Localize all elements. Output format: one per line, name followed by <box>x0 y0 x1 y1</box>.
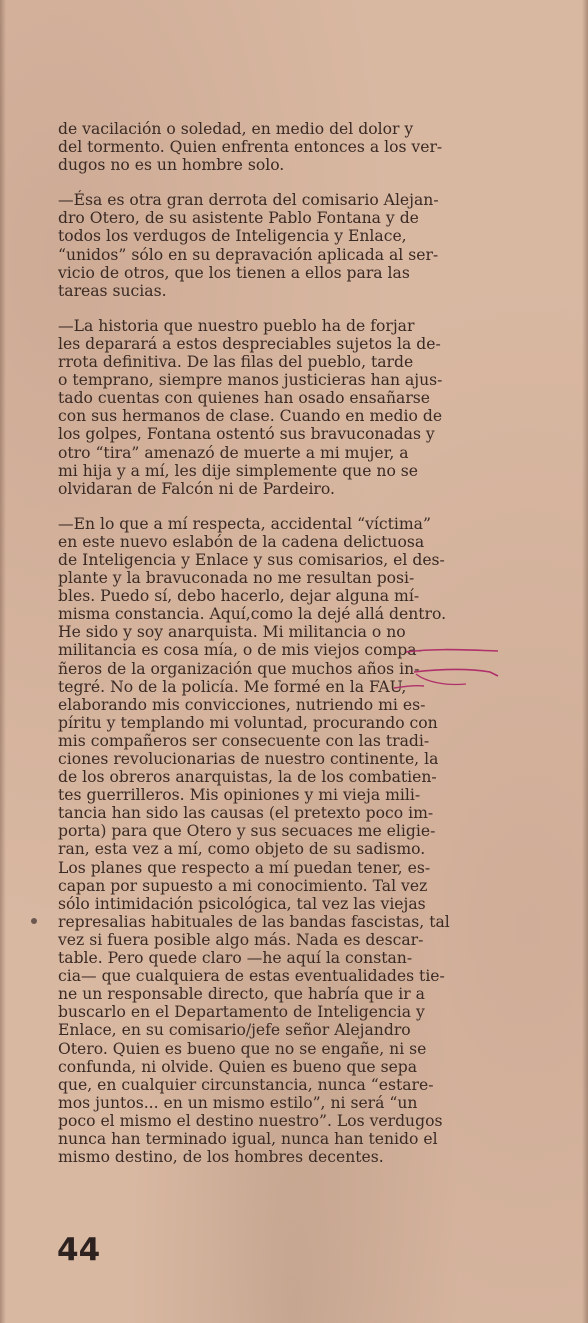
handwritten-underline-annotation <box>386 642 536 702</box>
paragraph-3: —La historia que nuestro pueblo ha de forjar les deparará a estos despreciables sujetos la de- rrota definitiva. De las filas del pueblo, tarde o temprano, siempre manos justicieras han ajus- tado cuentas con quienes han osado ensañarse con sus hermanos de clase. Cuando en medio de los golpes, Fontana ostentó sus bravuconadas y otro “tira” amenazó de muerte a mi mujer, a mi hija y a mí, les dije simplemente que no se olvidaran de Falcón ni de Pardeiro. <box>58 316 443 498</box>
margin-mark <box>31 918 37 924</box>
paragraph-1: de vacilación o soledad, en medio del dolor y del tormento. Quien enfrenta entonces a los ver- dugos no es un hombre solo. <box>58 120 443 175</box>
page-edge-right <box>582 0 588 1323</box>
paragraph-2: —Ésa es otra gran derrota del comisario Alejan- dro Otero, de su asistente Pablo Fontana y de todos los verdugos de Inteligencia y Enlace, “unidos” sólo en su depravación aplicada al ser- vicio de otros, que los tienen a ellos para las tareas sucias. <box>58 191 439 300</box>
page-number: 44 <box>57 1232 101 1268</box>
paragraph-4: —En lo que a mí respecta, accidental “víctima” en este nuevo eslabón de la cadena delictuosa de Inteligencia y Enlace y sus comisarios, el des- plante y la bravuconada no me resultan posi- bles. Puedo sí, debo hacerlo, dejar alguna mí- misma constancia. Aquí,como la dejé allá dentro. He sido y soy anarquista. Mi militancia o no militancia es cosa mía, o de mis viejos compa- ñeros de la organización que muchos años in- tegré. No de la policía. Me formé en la FAU, elaborando mis convicciones, nutriendo mi es- píritu y templando mi voluntad, procurando con mis compañeros ser consecuente con las tradi- ciones revolucionarias de nuestro continente, la de los obreros anarquistas, la de los combatien- tes guerrilleros. Mis opiniones y mi vieja mili- tancia han sido las causas (el pretexto poco im- porta) para que Otero y sus secuaces me eligie- ran, esta vez a mí, como objeto de su sadismo. Los planes que respecto a mí puedan tener, es- capan por supuesto a mi conocimiento. Tal vez sólo intimidación psicológica, tal vez las viejas represalias habituales de las bandas fascistas, tal vez si fuera posible algo más. Nada es descar- table. Pero quede claro —he aquí la constan- cia— que cualquiera de estas eventualidades tie- ne un responsable directo, que habría que ir a buscarlo en el Departamento de Inteligencia y Enlace, en su comisario/jefe señor Alejandro Otero. Quien es bueno que no se engañe, ni se confunda, ni olvide. Quien es bueno que sepa que, en cualquier circunstancia, nunca “estare- mos juntos... en un mismo estilo”, ni será “un poco el mismo el destino nuestro”. Los verdugos nunca han terminado igual, nunca han tenido el mismo destino, de los hombres decentes. <box>58 514 450 1167</box>
page-edge-left <box>0 0 6 1323</box>
